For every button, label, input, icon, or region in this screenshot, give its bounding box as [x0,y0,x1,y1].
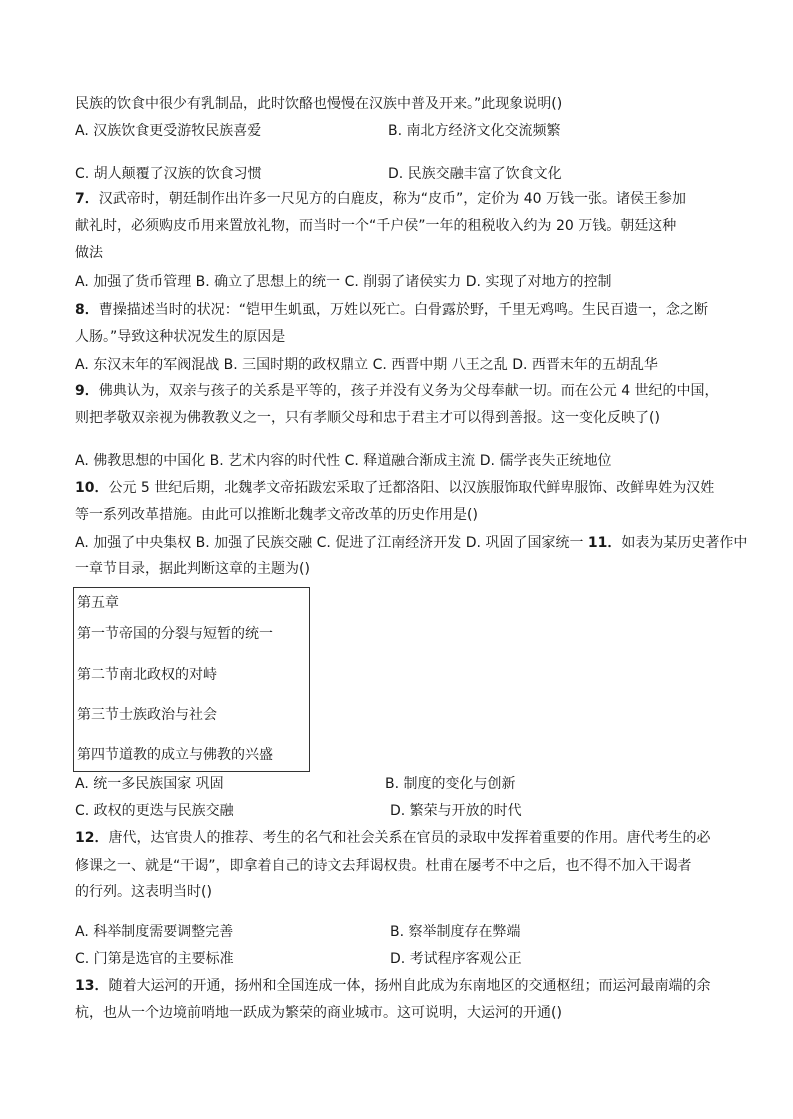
q10-line-1 [75,478,714,498]
q7-line-3: 做法 [75,245,103,261]
q13-line-2: 杭，也从一个边境前哨地一跃成为繁荣的商业城市。这可说明，大运河的开通() [75,1005,562,1021]
q10-stem-1: 公元 5 世纪后期，北魏孝文帝拓跋宏采取了迁都洛阳、以汉族服饰取代鲜卑服饰、改鲜卑姓为汉姓 [108,480,715,496]
q12-option-a: A. 科举制度需要调整完善 [75,924,234,940]
q10-options-q11-line-1 [75,533,747,553]
q9-options: A. 佛教思想的中国化 B. 艺术内容的时代性 C. 释道融合渐成主流 D. 儒学丧失正统地位 [75,453,612,469]
q12-line-2: 修课之一、就是“干谒”，即拿着自己的诗文去拜谒权贵。杜甫在屡考不中之后，也不得不加入干谒者 [75,858,692,874]
q11-stem-1: 如表为某历史著作中 [621,535,748,551]
q11-option-c: C. 政权的更迭与民族交融 [75,803,234,819]
q12-line-3: 的行列。这表明当时() [75,884,212,900]
q10-line-2: 等一系列改革措施。由此可以推断北魏孝文帝改革的历史作用是() [75,507,478,523]
q9-stem-1: 佛典认为，双亲与孩子的关系是平等的，孩子并没有义务为父母奉献一切。而在公元 4 世纪的中国， [98,383,719,399]
table-row: 第四节道教的成立与佛教的兴盛 [77,747,273,763]
q6-option-d: D. 民族交融丰富了饮食文化 [388,166,562,182]
q12-option-d: D. 考试程序客观公正 [390,951,522,967]
q11-number: 11． [587,535,622,551]
q11-line-2: 一章节目录，据此判断这章的主题为() [75,561,310,577]
q10-number: 10． [75,480,109,496]
q9-line-2: 则把孝敬双亲视为佛教教义之一，只有孝顺父母和忠于君主才可以得到善报。这一变化反映了() [75,410,660,426]
table-row: 第五章 [77,595,119,611]
q8-stem-1: 曹操描述当时的状况：“铠甲生虮虱，万姓以死亡。白骨露於野，千里无鸡鸣。生民百遗一，念之断 [98,302,709,318]
q9-number: 9． [75,383,99,399]
q7-stem-1: 汉武帝时，朝廷制作出许多一尺见方的白鹿皮，称为“皮币”，定价为 40 万钱一张。诸侯王参加 [98,191,686,207]
q12-option-c: C. 门第是选官的主要标准 [75,951,234,967]
q8-options: A. 东汉末年的军阀混战 B. 三国时期的政权鼎立 C. 西晋中期 八王之乱 D. 西晋末年的五胡乱华 [75,357,658,373]
q11-option-d: D. 繁荣与开放的时代 [390,803,522,819]
q10-options: A. 加强了中央集权 B. 加强了民族交融 C. 促进了江南经济开发 D. 巩固了国家统一 [75,535,588,551]
q7-number: 7． [75,191,99,207]
q9-line-1 [75,381,719,401]
q7-line-2: 献礼时，必须购皮币用来置放礼物，而当时一个“千户侯”一年的租税收入约为 20 万钱。朝廷这种 [75,218,677,234]
q12-line-1 [75,828,710,848]
q8-line-1 [75,300,708,320]
q12-option-b: B. 察举制度存在弊端 [390,924,521,940]
q12-stem-1: 唐代，达官贵人的推荐、考生的名气和社会关系在官员的录取中发挥着重要的作用。唐代考生的必 [108,830,711,846]
q11-option-b: B. 制度的变化与创新 [385,776,516,792]
table-row: 第二节南北政权的对峙 [77,667,217,683]
q7-line-1 [75,189,686,209]
q6-option-a: A. 汉族饮食更受游牧民族喜爱 [75,123,262,139]
chapter-contents-table [73,587,310,772]
table-row: 第三节士族政治与社会 [77,707,217,723]
table-row: 第一节帝国的分裂与短暂的统一 [77,626,273,642]
q8-line-2: 人肠。”导致这种状况发生的原因是 [75,329,286,345]
q6-option-c: C. 胡人颠覆了汉族的饮食习惯 [75,166,262,182]
q13-stem-1: 随着大运河的开通，扬州和全国连成一体，扬州自此成为东南地区的交通枢纽；而运河最南端的余 [108,978,711,994]
q6-stem-line: 民族的饮食中很少有乳制品，此时饮酪也慢慢在汉族中普及开来。”此现象说明() [75,96,563,112]
q7-options: A. 加强了货币管理 B. 确立了思想上的统一 C. 削弱了诸侯实力 D. 实现了对地方的控制 [75,274,612,290]
q12-number: 12． [75,830,109,846]
q6-option-b: B. 南北方经济文化交流频繁 [388,123,561,139]
q13-line-1 [75,976,710,996]
q11-option-a: A. 统一多民族国家 巩固 [75,776,224,792]
q13-number: 13． [75,978,109,994]
q8-number: 8． [75,302,99,318]
